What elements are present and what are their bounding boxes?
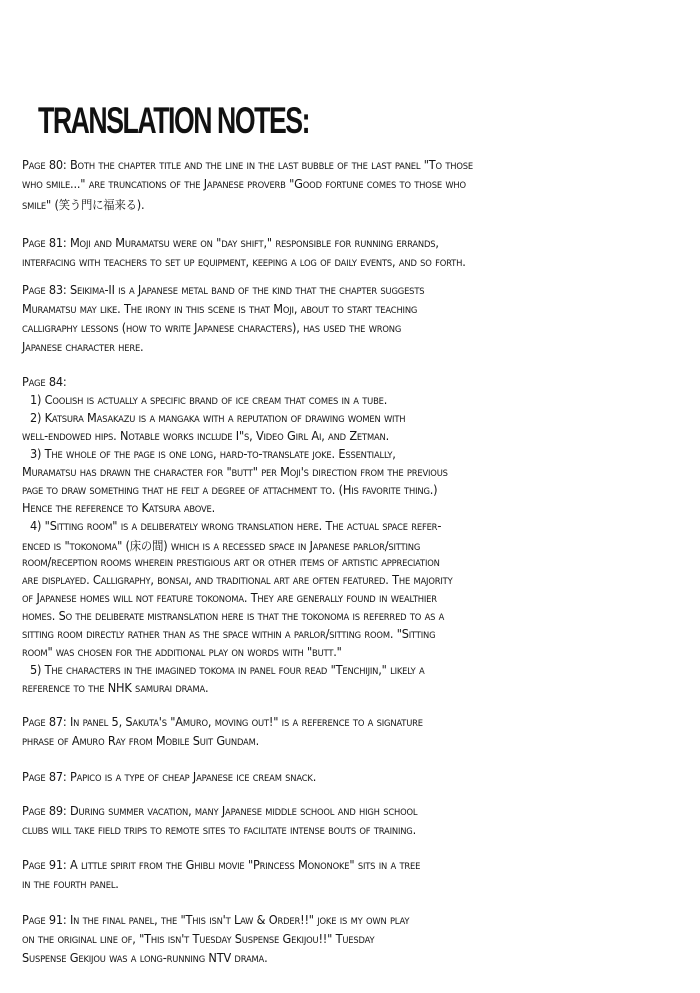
note-line: Page 89: During summer vacation, many Japanese middle school and high school <box>22 804 418 818</box>
note-line: Japanese character here. <box>22 340 144 354</box>
note-line: 3) The whole of the page is one long, hard-to-translate joke. Essentially, <box>30 447 396 461</box>
note-line: Muramatsu may like. The irony in this scene is that Moji, about to start teaching <box>22 302 418 316</box>
note-line: who smile..." are truncations of the Japanese proverb "Good fortune comes to those who <box>22 177 466 191</box>
note-line: 1) Coolish is actually a specific brand of ice cream that comes in a tube. <box>30 393 388 407</box>
note-line: phrase of Amuro Ray from Mobile Suit Gundam. <box>22 734 260 748</box>
note-line: Page 87: In panel 5, Sakuta's "Amuro, moving out!" is a reference to a signature <box>22 715 423 729</box>
note-line: smile" (笑う門に福来る). <box>22 198 145 212</box>
note-line: in the fourth panel. <box>22 877 119 891</box>
note-line: enced is "tokonoma" (床の間) which is a recessed space in Japanese parlor/sitting <box>22 539 421 553</box>
note-line: sitting room directly rather than as the space within a parlor/sitting room. "Sitting <box>22 627 436 641</box>
note-line: clubs will take field trips to remote sites to facilitate intense bouts of training. <box>22 823 417 837</box>
note-line: page to draw something that he felt a degree of attachment to. (His favorite thing.) <box>22 483 438 497</box>
note-line: Muramatsu has drawn the character for "butt" per Moji's direction from the previous <box>22 465 448 479</box>
note-line: 4) "Sitting room" is a deliberately wrong translation here. The actual space refer- <box>30 519 442 533</box>
note-line: are displayed. Calligraphy, bonsai, and traditional art are often featured. The majority <box>22 573 453 587</box>
note-line: Suspense Gekijou was a long-running NTV drama. <box>22 951 268 965</box>
note-line: Hence the reference to Katsura above. <box>22 501 216 515</box>
note-line: 2) Katsura Masakazu is a mangaka with a reputation of drawing women with <box>30 411 406 425</box>
note-line: Page 87: Papico is a type of cheap Japanese ice cream snack. <box>22 770 317 784</box>
note-line: calligraphy lessons (how to write Japanese characters), has used the wrong <box>22 321 402 335</box>
note-line: of Japanese homes will not feature tokonoma. They are generally found in wealthier <box>22 591 437 605</box>
note-line: well-endowed hips. Notable works include I"s, Video Girl Ai, and Zetman. <box>22 429 390 443</box>
note-line: Page 81: Moji and Muramatsu were on "day shift," responsible for running errands, <box>22 236 439 250</box>
note-line: room/reception rooms wherein prestigious art or other items of artistic appreciation <box>22 555 440 569</box>
note-line: homes. So the deliberate mistranslation here is that the tokonoma is referred to as a <box>22 609 445 623</box>
note-line: Page 91: A little spirit from the Ghibli movie "Princess Mononoke" sits in a tree <box>22 858 421 872</box>
note-line: 5) The characters in the imagined tokoma in panel four read "Tenchijin," likely a <box>30 663 425 677</box>
note-line: room" was chosen for the additional play on words with "butt." <box>22 645 342 659</box>
note-line: Page 83: Seikima-II is a Japanese metal band of the kind that the chapter suggests <box>22 283 425 297</box>
note-line: interfacing with teachers to set up equipment, keeping a log of daily events, and so forth. <box>22 255 466 269</box>
note-line: Page 91: In the final panel, the "This isn't Law & Order!!" joke is my own play <box>22 913 410 927</box>
note-line: Page 84: <box>22 375 67 389</box>
note-line: Page 80: Both the chapter title and the line in the last bubble of the last panel "To those <box>22 158 474 172</box>
note-line: on the original line of, "This isn't Tuesday Suspense Gekijou!!" Tuesday <box>22 932 375 946</box>
note-line: reference to the NHK samurai drama. <box>22 681 209 695</box>
page-title: TRANSLATION NOTES: <box>38 100 310 141</box>
